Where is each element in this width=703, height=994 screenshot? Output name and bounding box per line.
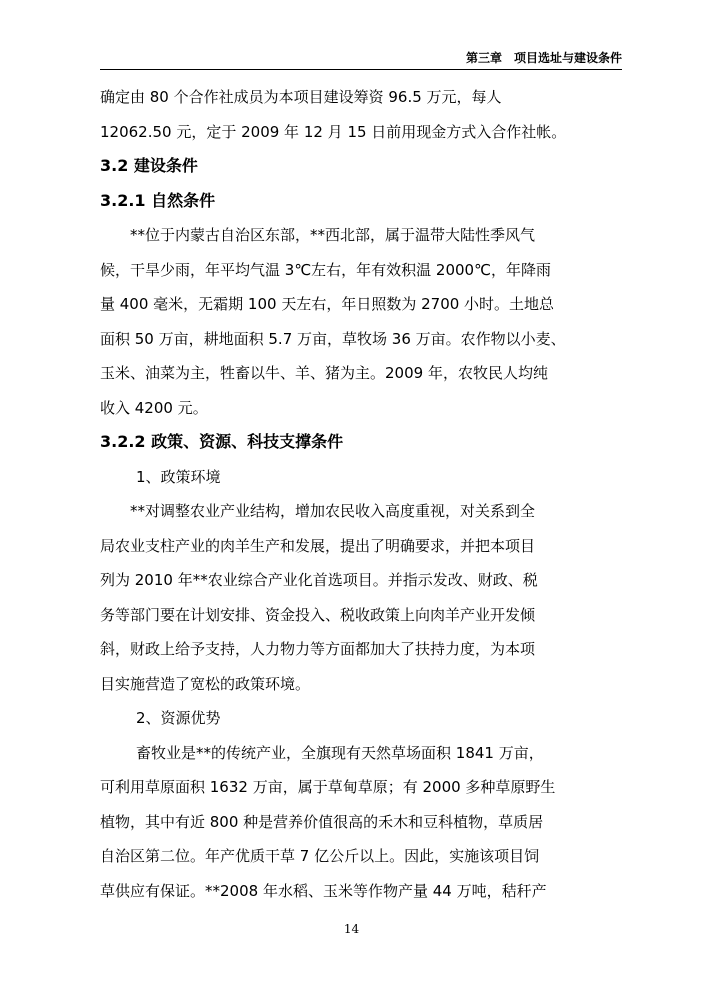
list-heading: 1、政策环境 bbox=[136, 467, 221, 486]
paragraph-line: 植物，其中有近 800 种是营养价值很高的禾木和豆科植物，草质居 bbox=[100, 812, 544, 831]
paragraph-line: 畜牧业是**的传统产业，全旗现有天然草场面积 1841 万亩， bbox=[136, 743, 544, 762]
paragraph-line: 目实施营造了宽松的政策环境。 bbox=[100, 674, 311, 693]
list-heading: 2、资源优势 bbox=[136, 709, 221, 727]
paragraph-line: 务等部门要在计划安排、资金投入、税收政策上向肉羊产业开发倾 bbox=[100, 605, 536, 624]
paragraph-line: 面积 50 万亩，耕地面积 5.7 万亩，草牧场 36 万亩。农作物以小麦、 bbox=[100, 329, 566, 348]
paragraph-line: 量 400 毫米，无霜期 100 天左右，年日照数为 2700 小时。土地总 bbox=[100, 295, 555, 313]
paragraph-line: 列为 2010 年**农业综合产业化首选项目。并指示发改、财政、税 bbox=[100, 571, 538, 589]
running-header: 第三章 项目选址与建设条件 bbox=[100, 50, 622, 70]
paragraph-line: 确定由 80 个合作社成员为本项目建设筹资 96.5 万元，每人 bbox=[100, 88, 502, 106]
body-text bbox=[100, 80, 625, 908]
paragraph-line: 斜，财政上给予支持，人力物力等方面都加大了扶持力度，为本项 bbox=[100, 640, 536, 658]
paragraph-line: 12062.50 元，定于 2009 年 12 月 15 日前用现金方式入合作社帐。 bbox=[100, 122, 567, 141]
paragraph-line: **位于内蒙古自治区东部，**西北部，属于温带大陆性季风气 bbox=[130, 226, 536, 244]
paragraph-line: 候，干旱少雨，年平均气温 3℃左右，年有效积温 2000℃，年降雨 bbox=[100, 260, 551, 279]
subsection-heading: 3.2.2 政策、资源、科技支撑条件 bbox=[100, 432, 344, 451]
paragraph-line: 局农业支柱产业的肉羊生产和发展，提出了明确要求，并把本项目 bbox=[100, 536, 536, 555]
paragraph-line: **对调整农业产业结构，增加农民收入高度重视，对关系到全 bbox=[130, 502, 536, 520]
subsection-heading: 3.2.1 自然条件 bbox=[100, 190, 216, 210]
paragraph-line: 玉米、油菜为主，牲畜以牛、羊、猪为主。2009 年，农牧民人均纯 bbox=[100, 364, 548, 382]
section-heading: 3.2 建设条件 bbox=[100, 156, 198, 175]
paragraph-line: 草供应有保证。**2008 年水稻、玉米等作物产量 44 万吨，秸秆产 bbox=[100, 881, 547, 900]
paragraph-line: 收入 4200 元。 bbox=[100, 398, 208, 417]
paragraph-line: 可利用草原面积 1632 万亩，属于草甸草原；有 2000 多种草原野生 bbox=[100, 778, 556, 796]
page-number: 14 bbox=[343, 922, 360, 936]
paragraph-line: 自治区第二位。年产优质干草 7 亿公斤以上。因此，实施该项目饲 bbox=[100, 847, 540, 865]
